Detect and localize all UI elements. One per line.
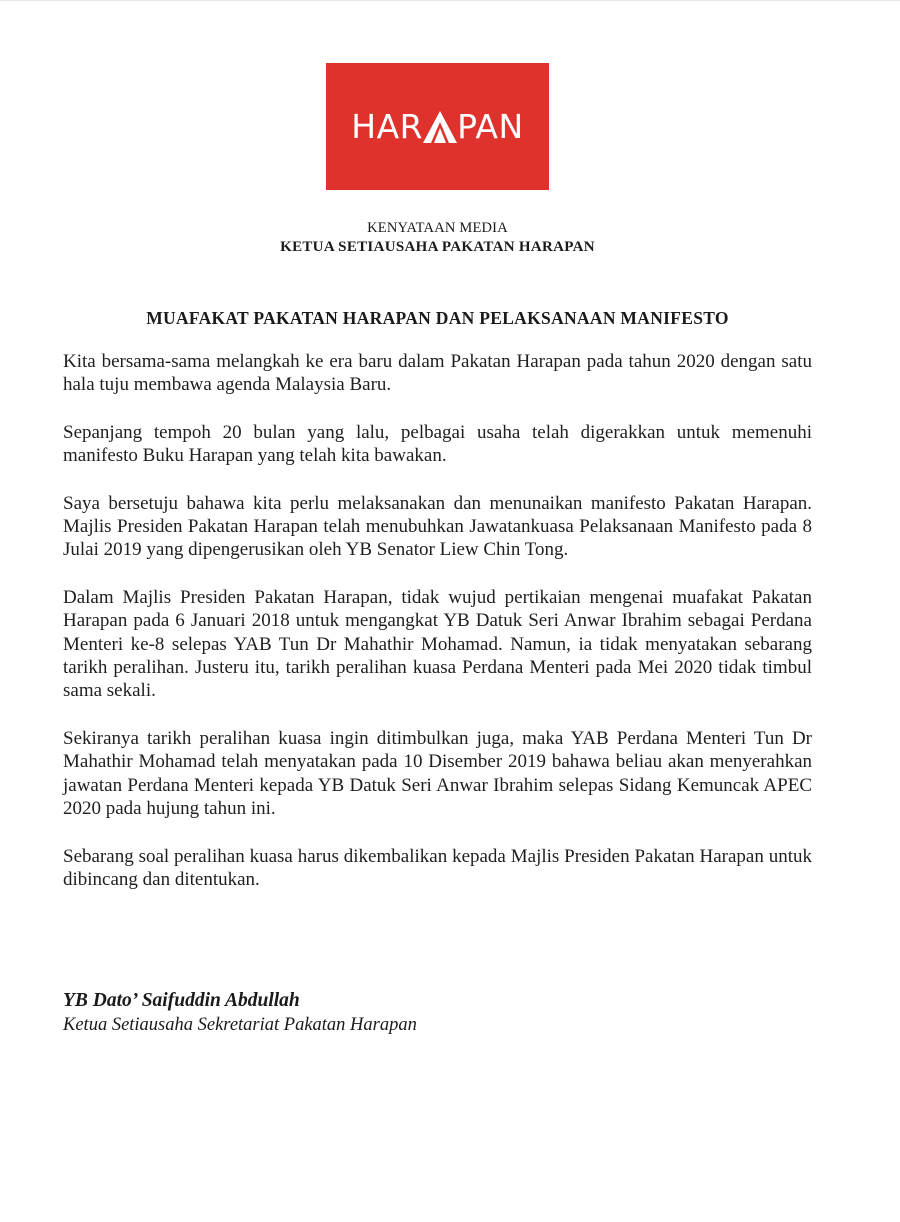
statement-body — [63, 350, 812, 915]
signatory-title: Ketua Setiausaha Sekretariat Pakatan Harapan — [63, 1015, 417, 1035]
logo-wordmark — [351, 107, 523, 146]
harapan-logo — [326, 63, 549, 190]
paragraph-4: Dalam Majlis Presiden Pakatan Harapan, tidak wujud pertikaian mengenai muafakat Pakatan Harapan pada 6 Januari 2018 untuk mengangkat YB Datuk Seri Anwar Ibrahim sebagai Perdana Menteri ke-8 selepas YAB Tun Dr Mahathir Mohamad. Namun, ia tidak menyatakan sebarang tarikh peralihan. Justeru itu, tarikh peralihan kuasa Perdana Menteri pada Mei 2020 tidak timbul sama sekali. — [63, 586, 812, 702]
signatory-name: YB Dato’ Saifuddin Abdullah — [63, 990, 300, 1011]
document-kicker: KENYATAAN MEDIA — [367, 220, 508, 236]
logo-text-left: HAR — [351, 107, 424, 146]
triangle-a-icon — [422, 110, 458, 144]
paragraph-6: Sebarang soal peralihan kuasa harus dikembalikan kepada Majlis Presiden Pakatan Harapan untuk dibincang dan ditentukan. — [63, 845, 812, 890]
document-headline: MUAFAKAT PAKATAN HARAPAN DAN PELAKSANAAN MANIFESTO — [146, 308, 729, 328]
document-issuer: KETUA SETIAUSAHA PAKATAN HARAPAN — [280, 239, 595, 255]
paragraph-2: Sepanjang tempoh 20 bulan yang lalu, pelbagai usaha telah digerakkan untuk memenuhi manifesto Buku Harapan yang telah kita bawakan. — [63, 421, 812, 467]
paragraph-5: Sekiranya tarikh peralihan kuasa ingin ditimbulkan juga, maka YAB Perdana Menteri Tun Dr Mahathir Mohamad telah menyatakan pada 10 Disember 2019 bahawa beliau akan menyerahkan jawatan Perdana Menteri kepada YB Datuk Seri Anwar Ibrahim selepas Sidang Kemuncak APEC 2020 pada hujung tahun ini. — [63, 727, 812, 820]
paragraph-1: Kita bersama-sama melangkah ke era baru dalam Pakatan Harapan pada tahun 2020 dengan satu hala tuju membawa agenda Malaysia Baru. — [63, 351, 812, 396]
paragraph-3: Saya bersetuju bahawa kita perlu melaksanakan dan menunaikan manifesto Pakatan Harapan. Majlis Presiden Pakatan Harapan telah menubuhkan Jawatankuasa Pelaksanaan Manifesto pada 8 Julai 2019 yang dipengerusikan oleh YB Senator Liew Chin Tong. — [63, 492, 812, 561]
page-top-border — [0, 0, 900, 1]
logo-text-right: PAN — [457, 107, 524, 146]
